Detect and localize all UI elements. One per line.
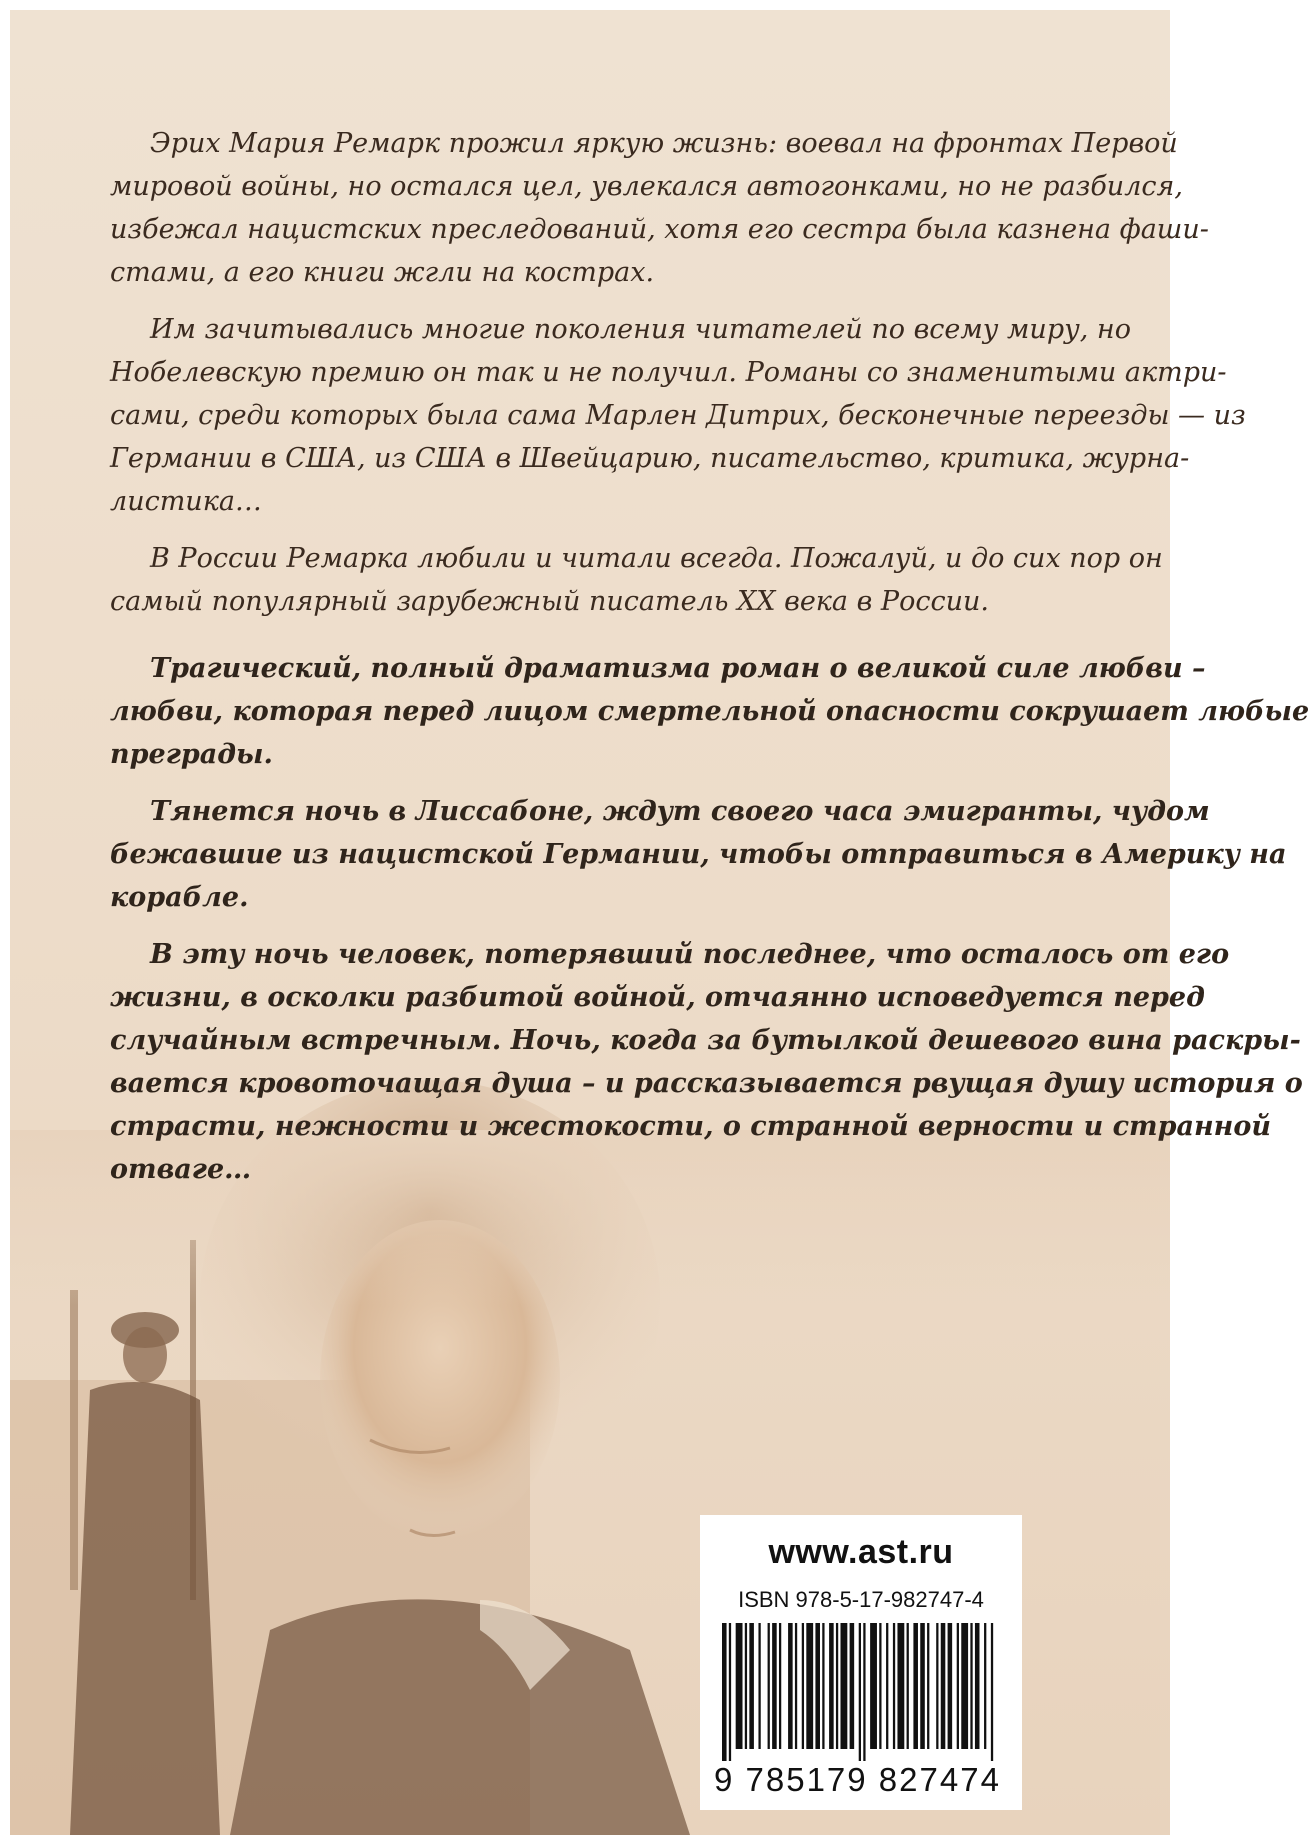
barcode-bar [920, 1623, 925, 1749]
barcode-bar [829, 1623, 834, 1749]
book-paragraph-2 [10, 790, 1287, 919]
text-line: бежавшие из нацистской Германии, чтобы отправиться в Америку на [110, 839, 1287, 870]
barcode-bar [897, 1623, 904, 1749]
text-line: стами, а его книги жгли на кострах. [110, 257, 655, 288]
barcode-bar [788, 1623, 793, 1749]
barcode-bar [729, 1623, 731, 1761]
book-back-cover [10, 10, 1309, 1835]
barcode-bar [941, 1623, 946, 1749]
barcode-bar [758, 1623, 760, 1749]
barcode-bar [870, 1623, 877, 1749]
text-line: Трагический, полный драматизма роман о великой силе любви – [150, 653, 1206, 684]
text-line: Тянется ночь в Лиссабоне, ждут своего часа эмигранты, чудом [150, 796, 1210, 827]
barcode-bar [975, 1623, 980, 1749]
barcode-bar [850, 1623, 855, 1749]
barcode-bar [961, 1623, 968, 1749]
barcode-graphic [722, 1623, 1000, 1761]
text-line: Германии в США, из США в Швейцарию, писательство, критика, журна- [110, 443, 1190, 474]
barcode-bar [863, 1623, 865, 1761]
text-line: жизни, в осколки разбитой войной, отчаянно исповедуется перед [110, 982, 1205, 1013]
text-line: мировой войны, но остался цел, увлекался автогонками, но не разбился, [110, 171, 1183, 202]
publisher-website: www.ast.ru [768, 1533, 954, 1571]
barcode-bar [779, 1623, 781, 1749]
barcode-bar [893, 1623, 895, 1749]
text-line: сами, среди которых была сама Марлен Дитрих, бесконечные переезды — из [110, 400, 1246, 431]
book-paragraph-3 [10, 933, 1303, 1191]
about-author-section [10, 122, 1246, 637]
barcode-bar [745, 1623, 747, 1749]
text-line: страсти, нежности и жестокости, о странной верности и странной [110, 1111, 1271, 1142]
barcode-bar [970, 1623, 972, 1749]
text-line: Эрих Мария Ремарк прожил яркую жизнь: воевал на фронтах Первой [150, 128, 1178, 159]
barcode-bar [772, 1623, 777, 1749]
barcode-bar [984, 1623, 986, 1749]
isbn-number: ISBN 978-5-17-982747-4 [738, 1587, 984, 1612]
text-line: корабле. [110, 882, 249, 913]
barcode-bar [768, 1623, 770, 1749]
about-book-section [10, 647, 1309, 1205]
text-line: самый популярный зарубежный писатель XX века в России. [110, 586, 989, 617]
barcode-bar [991, 1623, 993, 1761]
barcode-digits: 9 785179 827474 [714, 1761, 1001, 1798]
barcode-bar [948, 1623, 953, 1749]
barcode-bar [907, 1623, 909, 1749]
text-line: отваге… [110, 1154, 252, 1185]
text-line: Нобелевскую премию он так и не получил. Романы со знаменитыми актри- [110, 357, 1227, 388]
text-line: вается кровоточащая душа – и рассказывается рвущая душу история о [110, 1068, 1303, 1099]
barcode-bar [836, 1623, 838, 1749]
barcode-bar [936, 1623, 938, 1749]
barcode-bar [822, 1623, 824, 1749]
barcode-bar [886, 1623, 888, 1749]
text-line: избежал нацистских преследований, хотя его сестра была казнена фаши- [110, 214, 1209, 245]
text-line: любви, которая перед лицом смертельной опасности сокрушает любые [110, 696, 1309, 727]
barcode-bar [913, 1623, 918, 1749]
text-line: преграды. [110, 739, 273, 770]
text-line: Им зачитывались многие поколения читателей по всему миру, но [150, 314, 1131, 345]
text-line: В эту ночь человек, потерявший последнее, что осталось от его [150, 939, 1230, 970]
barcode-bar [806, 1623, 813, 1749]
barcode-bar [722, 1623, 727, 1761]
author-paragraph-2 [10, 308, 1246, 523]
barcode-bar [957, 1623, 959, 1749]
barcode-bar [815, 1623, 820, 1749]
barcode-bar [927, 1623, 929, 1749]
text-line: листика… [110, 486, 262, 517]
author-paragraph-1 [10, 122, 1209, 294]
barcode-bar [859, 1623, 861, 1761]
book-paragraph-1 [10, 647, 1309, 776]
text-line: случайным встречным. Ночь, когда за бутылкой дешевого вина раскры- [110, 1025, 1301, 1056]
text-line: В России Ремарка любили и читали всегда. Пожалуй, и до сих пор он [150, 543, 1163, 574]
barcode-bar [749, 1623, 754, 1749]
barcode-bar [795, 1623, 797, 1749]
barcode-bar [840, 1623, 847, 1749]
author-paragraph-3 [10, 537, 1170, 623]
barcode-bar [736, 1623, 743, 1749]
barcode-bar [879, 1623, 881, 1749]
barcode-bar [802, 1623, 804, 1749]
isbn-barcode-box [700, 1515, 1022, 1810]
